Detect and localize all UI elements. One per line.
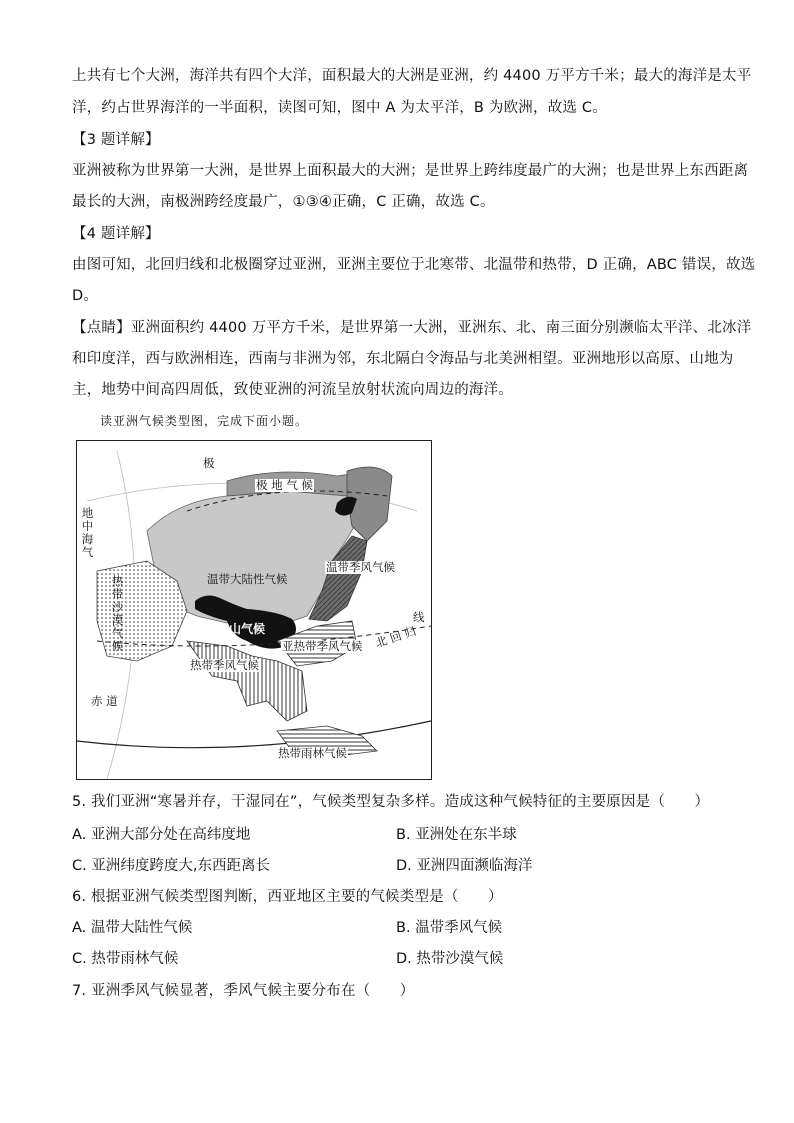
question-7-stem: 7. 亚洲季风气候显著，季风气候主要分布在（ ） [72,983,415,999]
label-tropical-desert: 热带沙漠气候 [111,574,124,653]
q5-option-d[interactable]: D. 亚洲四面濒临海洋 [396,858,533,874]
intro-line-1: 上共有七个大洲，海洋共有四个大洋，面积最大的大洲是亚洲，约 4400 万平方千米；最大的海洋是太平 [72,68,752,84]
label-tropic-of-cancer: 北 回 归 [373,623,418,651]
q4-line-1: 由图可知，北回归线和北极圈穿过亚洲，亚洲主要位于北寒带、北温带和热带，D 正确，ABC 错误，故选 [72,257,756,273]
map-caption: 读亚洲气候类型图，完成下面小题。 [100,414,309,428]
label-polar-climate: 极 地 气 候 [256,478,313,492]
label-polar-left: 极 [203,456,215,470]
label-mediterranean: 地中海气 [81,506,94,559]
label-tropical-rainforest: 热带雨林气候 [278,746,347,760]
q5-option-a[interactable]: A. 亚洲大部分处在高纬度地 [72,827,251,843]
q6-option-a[interactable]: A. 温带大陆性气候 [72,920,193,936]
dianjing-line-3: 主，地势中间高四周低，致使亚洲的河流呈放射状流向周边的海洋。 [72,382,513,398]
map-graphic [77,441,431,779]
dianjing-line-1: 【点睛】亚洲面积约 4400 万平方千米，是世界第一大洲，亚洲东、北、南三面分别濒临太平洋、北冰洋 [72,320,752,336]
label-tropic-line: 线 [413,610,425,624]
q6-option-b[interactable]: B. 温带季风气候 [396,920,503,936]
label-highland: 高山气候 [217,622,266,636]
intro-line-2: 洋，约占世界海洋的一半面积，读图可知，图中 A 为太平洋，B 为欧洲，故选 C。 [72,100,607,116]
label-subtropical-monsoon: 亚热带季风气候 [282,639,363,653]
q3-heading: 【3 题详解】 [72,132,160,148]
q4-heading: 【4 题详解】 [72,226,160,242]
q3-line-1: 亚洲被称为世界第一大洲，是世界上面积最大的大洲；是世界上跨纬度最广的大洲；也是世界上东西距离 [72,163,749,179]
question-5-stem: 5. 我们亚洲“寒暑并存，干湿同在”，气候类型复杂多样。造成这种气候特征的主要原因是（ ） [72,794,710,810]
label-tropical-monsoon: 热带季风气候 [190,658,259,672]
q3-line-2: 最长的大洲，南极洲跨经度最广，①③④正确，C 正确，故选 C。 [72,194,495,210]
q5-option-b[interactable]: B. 亚洲处在东半球 [396,827,517,843]
question-6-stem: 6. 根据亚洲气候类型图判断，西亚地区主要的气候类型是（ ） [72,889,503,905]
label-temperate-continental: 温带大陆性气候 [207,572,288,586]
label-temperate-monsoon: 温带季风气候 [326,560,395,574]
asia-climate-map [76,440,432,780]
q6-option-d[interactable]: D. 热带沙漠气候 [396,951,504,967]
label-equator: 赤 道 [91,694,118,708]
q6-option-c[interactable]: C. 热带雨林气候 [72,951,179,967]
dianjing-line-2: 和印度洋，西与欧洲相连，西南与非洲为邻，东北隔白令海品与北美洲相望。亚洲地形以高原、山地为 [72,351,734,367]
q5-option-c[interactable]: C. 亚洲纬度跨度大,东西距离长 [72,858,270,874]
q4-line-2: D。 [72,288,99,304]
